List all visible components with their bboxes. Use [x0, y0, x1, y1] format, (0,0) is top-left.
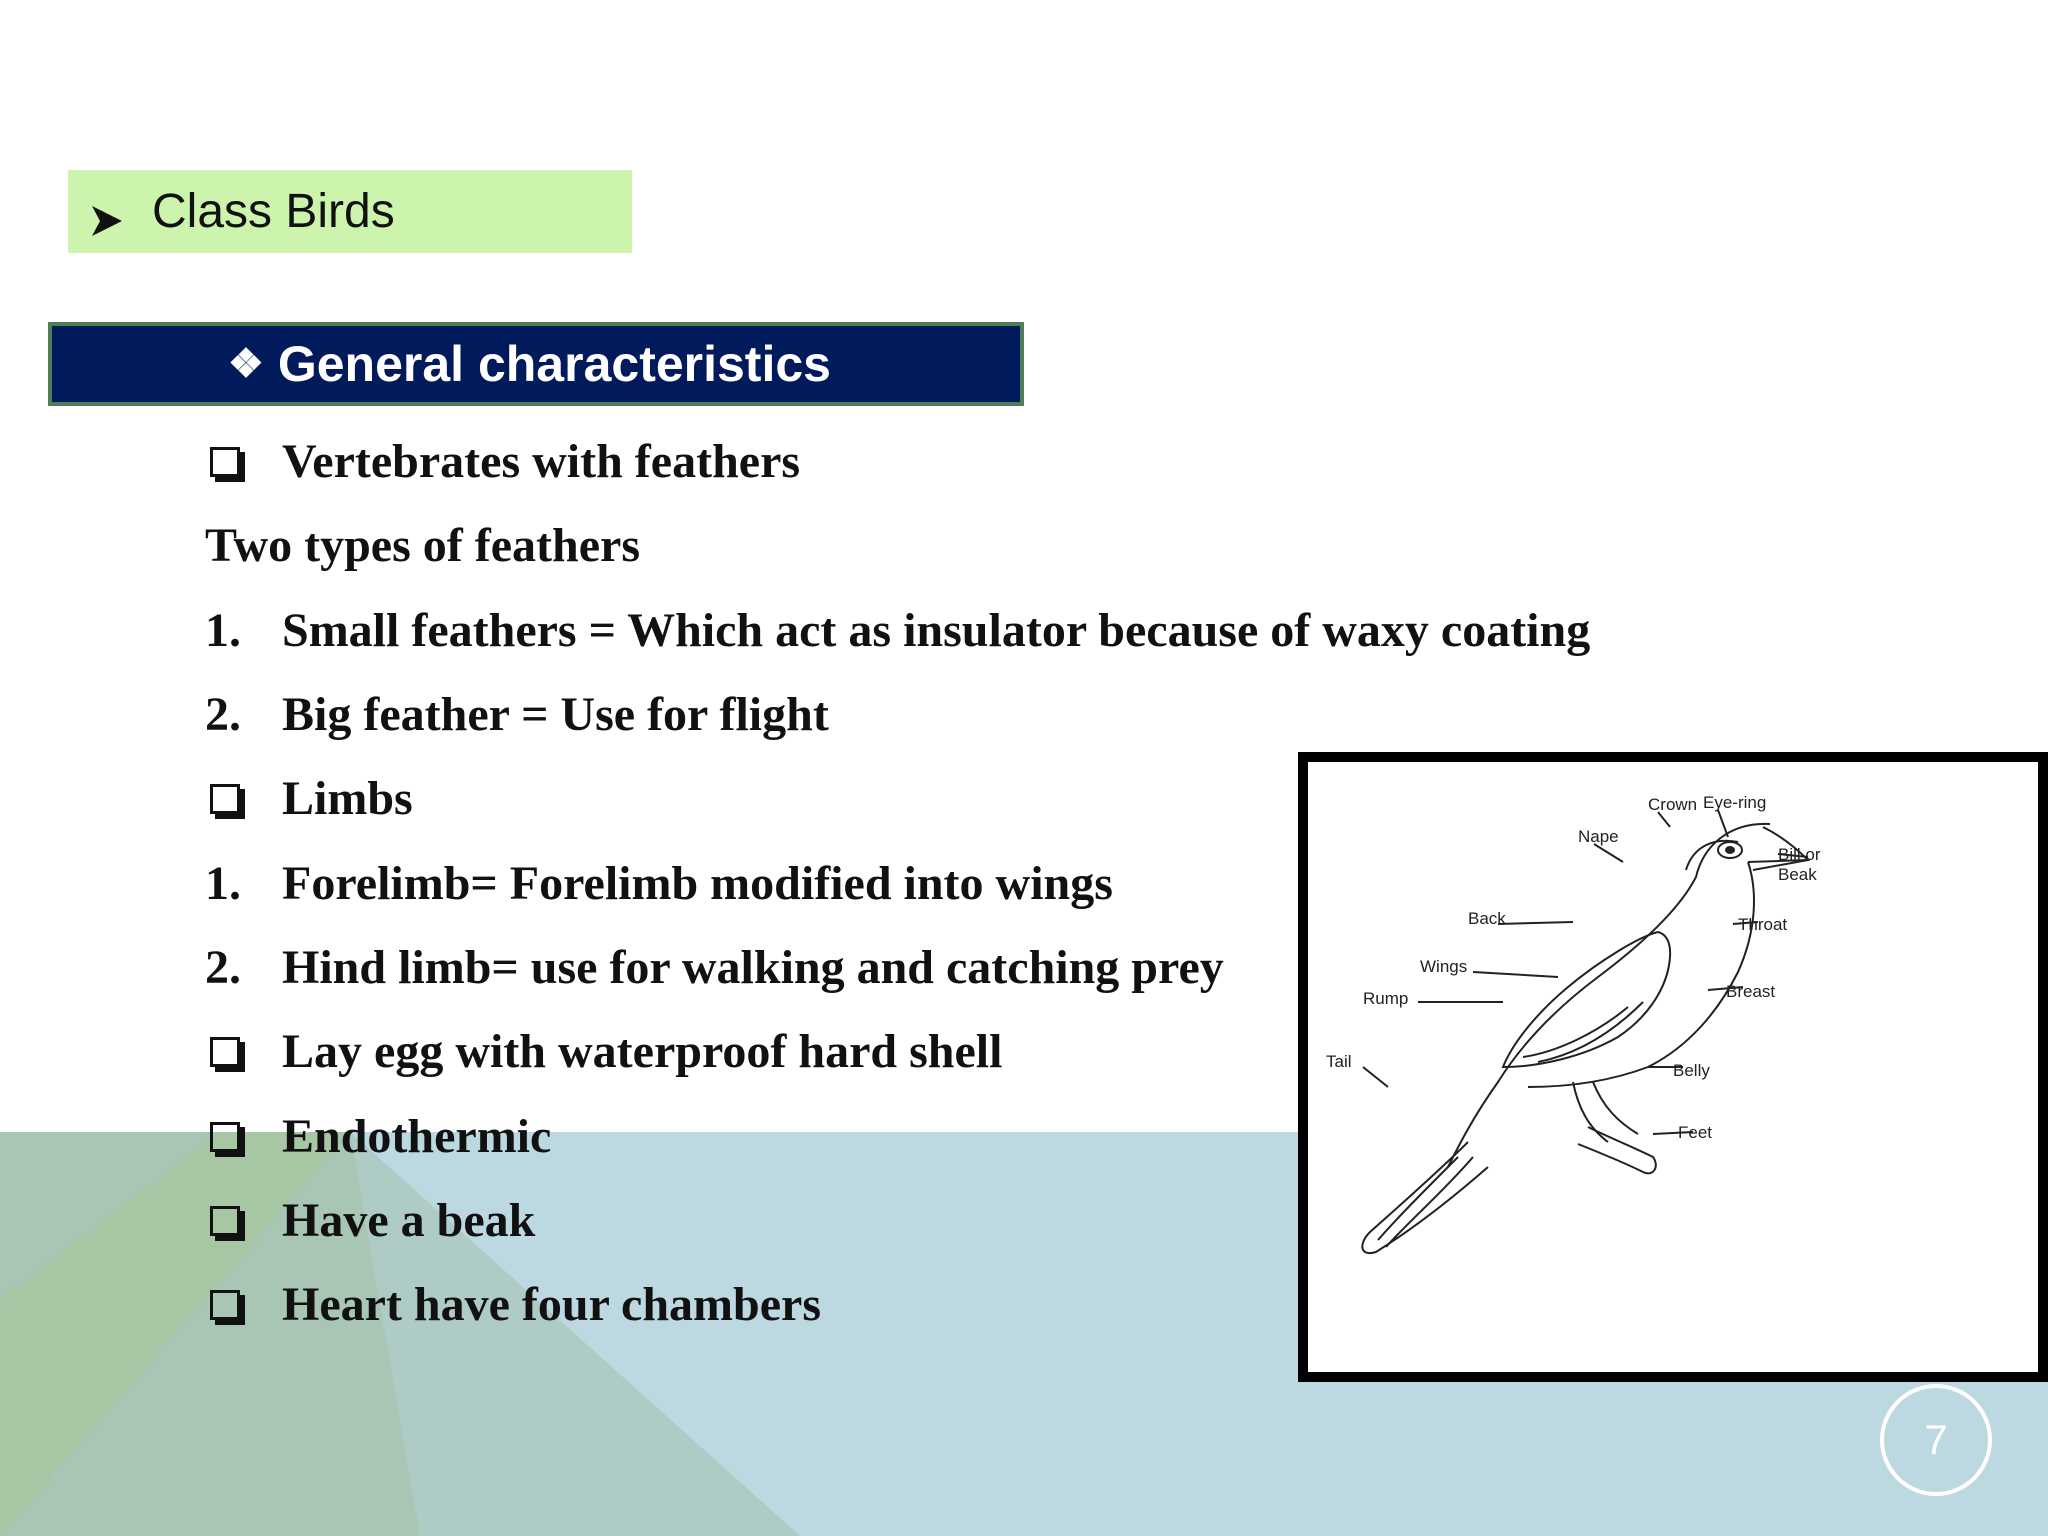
checkbox-bullet-icon — [210, 1206, 240, 1236]
label-throat: Throat — [1738, 915, 1788, 934]
list-item — [205, 1193, 535, 1248]
list-item — [205, 603, 1590, 658]
checkbox-bullet-icon — [210, 1037, 240, 1067]
arrow-bullet-icon — [90, 195, 124, 229]
section-heading: General characteristics — [277, 336, 831, 392]
diamond-bullet-icon: ❖ — [228, 342, 264, 386]
list-item-text: Endothermic — [282, 1110, 552, 1163]
label-breast: Breast — [1726, 982, 1776, 1001]
label-belly: Belly — [1673, 1061, 1710, 1080]
list-item-text: Big feather = Use for flight — [282, 688, 829, 741]
label-tail: Tail — [1326, 1052, 1352, 1071]
list-item-text: Lay egg with waterproof hard shell — [282, 1025, 1003, 1078]
list-item — [205, 687, 829, 742]
list-number: 2. — [205, 941, 241, 994]
bird-outline-back — [1448, 824, 1770, 1167]
label-bill-line2: Beak — [1778, 865, 1817, 884]
bird-outline-breast — [1528, 862, 1754, 1087]
checkbox-bullet-icon — [210, 1122, 240, 1152]
list-item-text: Limbs — [282, 772, 413, 825]
bird-perch — [1578, 1127, 1656, 1173]
list-item — [205, 1109, 551, 1164]
bird-diagram — [1308, 762, 2038, 1372]
slide-title: Class Birds — [152, 185, 395, 238]
list-item — [205, 1277, 821, 1332]
label-bill-line1: Bill or — [1778, 845, 1821, 864]
label-back: Back — [1468, 909, 1506, 928]
section-heading-box — [48, 322, 1024, 406]
list-item — [205, 1024, 1002, 1079]
label-wings: Wings — [1420, 957, 1468, 976]
page-number-badge — [1880, 1384, 1992, 1496]
label-nape: Nape — [1578, 827, 1619, 846]
list-item — [205, 434, 800, 489]
page-number: 7 — [1924, 1416, 1948, 1463]
checkbox-bullet-icon — [210, 1290, 240, 1320]
list-item — [205, 518, 640, 573]
slide-title-box — [68, 170, 632, 253]
list-item-text: Have a beak — [282, 1194, 536, 1247]
list-number: 2. — [205, 688, 241, 741]
label-crown: Crown — [1648, 795, 1698, 814]
label-rump: Rump — [1363, 989, 1409, 1008]
checkbox-bullet-icon — [210, 784, 240, 814]
list-item-text: Forelimb= Forelimb modified into wings — [282, 857, 1113, 910]
list-item — [205, 771, 413, 826]
bird-anatomy-image — [1308, 762, 2038, 1372]
list-item — [205, 940, 1224, 995]
list-item-text: Small feathers = Which act as insulator because of waxy coating — [282, 604, 1591, 657]
checkbox-bullet-icon — [210, 447, 240, 477]
label-eye-ring: Eye-ring — [1703, 793, 1767, 812]
list-number: 1. — [205, 857, 241, 910]
label-feet: Feet — [1678, 1123, 1713, 1142]
list-item-text: Hind limb= use for walking and catching prey — [282, 941, 1224, 994]
list-item — [205, 856, 1113, 911]
list-item-text: Heart have four chambers — [282, 1278, 822, 1331]
list-number: 1. — [205, 604, 241, 657]
list-item-text: Two types of feathers — [205, 519, 641, 572]
list-item-text: Vertebrates with feathers — [282, 435, 801, 488]
bird-wing — [1503, 932, 1670, 1067]
bird-anatomy-figure — [1298, 752, 2048, 1382]
